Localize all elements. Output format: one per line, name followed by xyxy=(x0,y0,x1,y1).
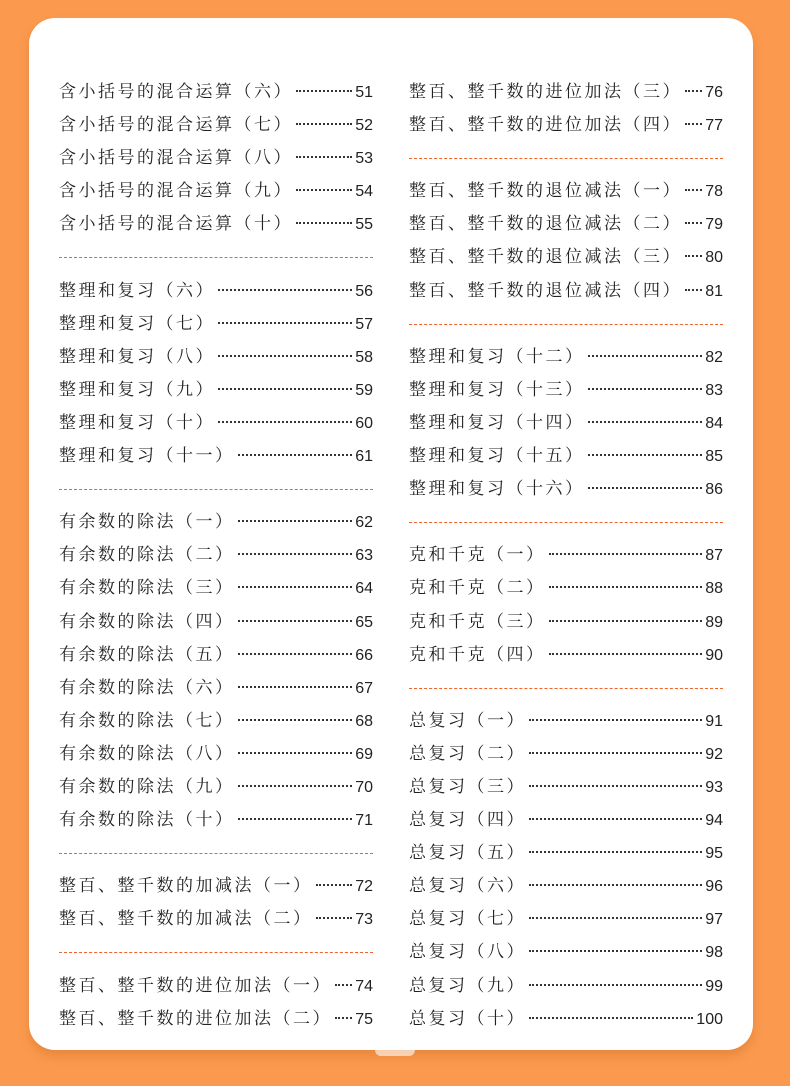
toc-entry-title: 有余数的除法（七） xyxy=(59,710,235,731)
toc-entry[interactable] xyxy=(59,76,373,109)
toc-entry-title: 整百、整千数的退位减法（一） xyxy=(409,181,682,202)
dot-leader xyxy=(529,949,702,952)
dot-leader xyxy=(238,751,353,754)
dot-leader xyxy=(296,89,352,92)
toc-entry[interactable] xyxy=(59,407,373,440)
toc-entry-page: 100 xyxy=(696,1010,723,1028)
toc-entry[interactable] xyxy=(59,672,373,705)
toc-entry-page: 60 xyxy=(355,414,373,432)
toc-entry-title: 整百、整千数的进位加法（一） xyxy=(59,975,332,996)
toc-entry[interactable] xyxy=(409,76,723,109)
section-separator xyxy=(409,506,723,539)
toc-entry-title: 总复习（二） xyxy=(409,743,526,764)
toc-entry-title: 整理和复习（十四） xyxy=(409,412,585,433)
toc-entry-page: 88 xyxy=(705,580,723,598)
toc-entry-page: 73 xyxy=(355,911,373,929)
toc-entry[interactable] xyxy=(59,374,373,407)
toc-entry-title: 整理和复习（十五） xyxy=(409,446,585,467)
toc-entry-page: 64 xyxy=(355,580,373,598)
dot-leader xyxy=(296,122,352,125)
toc-entry[interactable] xyxy=(409,275,723,308)
dot-leader xyxy=(685,221,702,224)
dot-leader xyxy=(685,89,702,92)
toc-entry-title: 总复习（三） xyxy=(409,776,526,797)
dot-leader xyxy=(238,652,353,655)
section-separator xyxy=(409,142,723,175)
dot-leader xyxy=(529,916,702,919)
toc-entry-title: 整百、整千数的加减法（一） xyxy=(59,876,313,897)
toc-entry[interactable] xyxy=(409,639,723,672)
toc-entry-title: 整理和复习（十六） xyxy=(409,479,585,500)
toc-entry-title: 总复习（八） xyxy=(409,942,526,963)
toc-entry-title: 总复习（一） xyxy=(409,710,526,731)
toc-entry[interactable] xyxy=(59,804,373,837)
toc-entry[interactable] xyxy=(409,175,723,208)
toc-entry-page: 74 xyxy=(355,977,373,995)
toc-entry[interactable] xyxy=(409,970,723,1003)
toc-entry-page: 72 xyxy=(355,878,373,896)
toc-entry[interactable] xyxy=(409,771,723,804)
dot-leader xyxy=(238,453,353,456)
toc-entry-page: 95 xyxy=(705,845,723,863)
dot-leader xyxy=(529,718,702,721)
toc-entry[interactable] xyxy=(409,903,723,936)
toc-entry[interactable] xyxy=(409,440,723,473)
dot-leader xyxy=(316,883,353,886)
toc-entry[interactable] xyxy=(409,241,723,274)
dot-leader xyxy=(238,585,353,588)
toc-entry-title: 总复习（九） xyxy=(409,975,526,996)
toc-entry-title: 有余数的除法（二） xyxy=(59,545,235,566)
toc-entry-title: 有余数的除法（八） xyxy=(59,743,235,764)
toc-entry-title: 有余数的除法（九） xyxy=(59,776,235,797)
toc-entry-title: 整百、整千数的退位减法（三） xyxy=(409,247,682,268)
toc-entry-page: 84 xyxy=(705,414,723,432)
toc-entry-title: 有余数的除法（五） xyxy=(59,644,235,665)
toc-entry[interactable] xyxy=(59,175,373,208)
toc-entry[interactable] xyxy=(59,903,373,936)
toc-entry-page: 68 xyxy=(355,712,373,730)
toc-entry-page: 90 xyxy=(705,646,723,664)
toc-entry-title: 总复习（六） xyxy=(409,876,526,897)
dot-leader xyxy=(549,585,703,588)
toc-entry[interactable] xyxy=(59,208,373,241)
toc-entry-page: 80 xyxy=(705,249,723,267)
toc-entry-page: 78 xyxy=(705,183,723,201)
toc-entry-title: 克和千克（四） xyxy=(409,644,546,665)
dot-leader xyxy=(296,155,352,158)
toc-entry-page: 58 xyxy=(355,348,373,366)
toc-entry-page: 52 xyxy=(355,117,373,135)
toc-entry[interactable] xyxy=(409,374,723,407)
section-separator xyxy=(409,308,723,341)
toc-entry-title: 有余数的除法（四） xyxy=(59,611,235,632)
toc-entry[interactable] xyxy=(59,738,373,771)
dot-leader xyxy=(218,387,352,390)
toc-entry[interactable] xyxy=(59,705,373,738)
dot-leader xyxy=(685,288,702,291)
toc-entry[interactable] xyxy=(409,539,723,572)
dot-leader xyxy=(685,122,702,125)
dot-leader xyxy=(316,916,353,919)
toc-entry-page: 59 xyxy=(355,381,373,399)
dot-leader xyxy=(238,519,353,522)
toc-entry-title: 整理和复习（十二） xyxy=(409,346,585,367)
toc-entry[interactable] xyxy=(409,109,723,142)
toc-card xyxy=(29,18,753,1050)
toc-entry[interactable] xyxy=(59,870,373,903)
toc-entry-page: 97 xyxy=(705,911,723,929)
toc-entry[interactable] xyxy=(59,606,373,639)
toc-entry[interactable] xyxy=(409,208,723,241)
toc-entry[interactable] xyxy=(59,109,373,142)
toc-entry-page: 79 xyxy=(705,216,723,234)
toc-entry-title: 含小括号的混合运算（六） xyxy=(59,82,293,102)
toc-entry-title: 总复习（七） xyxy=(409,909,526,930)
toc-entry-page: 85 xyxy=(705,448,723,466)
toc-entry-title: 整百、整千数的退位减法（二） xyxy=(409,214,682,235)
dot-leader xyxy=(588,486,703,489)
toc-entry[interactable] xyxy=(409,407,723,440)
toc-entry-page: 75 xyxy=(355,1010,373,1028)
dot-leader xyxy=(588,354,703,357)
toc-entry-title: 含小括号的混合运算（八） xyxy=(59,148,293,169)
dot-leader xyxy=(549,552,703,555)
section-separator xyxy=(59,837,373,870)
toc-column-left xyxy=(59,76,373,1036)
toc-entry[interactable] xyxy=(59,970,373,1003)
dot-leader xyxy=(238,552,353,555)
toc-entry[interactable] xyxy=(59,506,373,539)
toc-entry-page: 94 xyxy=(705,812,723,830)
dot-leader xyxy=(218,420,352,423)
toc-entry-title: 整理和复习（八） xyxy=(59,346,215,367)
dot-leader xyxy=(529,784,702,787)
toc-entry[interactable] xyxy=(409,572,723,605)
toc-entry[interactable] xyxy=(59,639,373,672)
toc-entry[interactable] xyxy=(409,870,723,903)
toc-entry-page: 62 xyxy=(355,514,373,532)
section-separator xyxy=(59,241,373,274)
page-tab-decoration xyxy=(375,1044,415,1056)
toc-entry-title: 有余数的除法（十） xyxy=(59,810,235,831)
toc-entry-title: 整理和复习（七） xyxy=(59,313,215,334)
toc-entry[interactable] xyxy=(409,341,723,374)
toc-entry-title: 整百、整千数的退位减法（四） xyxy=(409,280,682,301)
dot-leader xyxy=(685,188,702,191)
toc-entry[interactable] xyxy=(409,804,723,837)
toc-entry[interactable] xyxy=(59,572,373,605)
toc-entry-title: 总复习（五） xyxy=(409,843,526,864)
toc-entry-page: 86 xyxy=(705,481,723,499)
toc-entry[interactable] xyxy=(59,771,373,804)
toc-entry[interactable] xyxy=(59,341,373,374)
dot-leader xyxy=(529,817,702,820)
toc-entry-page: 51 xyxy=(355,84,373,101)
dot-leader xyxy=(335,1016,352,1019)
toc-entry-page: 57 xyxy=(355,315,373,333)
toc-entry[interactable] xyxy=(409,936,723,969)
toc-entry-title: 含小括号的混合运算（七） xyxy=(59,115,293,136)
toc-entry-page: 82 xyxy=(705,348,723,366)
dot-leader xyxy=(218,288,352,291)
toc-entry-title: 整百、整千数的加减法（二） xyxy=(59,909,313,930)
toc-entry[interactable] xyxy=(59,275,373,308)
toc-entry-page: 65 xyxy=(355,613,373,631)
toc-entry-page: 61 xyxy=(355,448,373,466)
section-separator xyxy=(59,473,373,506)
toc-entry-page: 92 xyxy=(705,745,723,763)
toc-entry[interactable] xyxy=(59,142,373,175)
dot-leader xyxy=(238,685,353,688)
dot-leader xyxy=(335,983,352,986)
toc-entry-title: 克和千克（二） xyxy=(409,578,546,599)
toc-entry-title: 整百、整千数的进位加法（二） xyxy=(59,1008,332,1029)
toc-entry-page: 99 xyxy=(705,977,723,995)
dot-leader xyxy=(685,254,702,257)
dot-leader xyxy=(238,718,353,721)
dot-leader xyxy=(296,188,352,191)
dot-leader xyxy=(218,354,352,357)
dot-leader xyxy=(529,983,702,986)
dot-leader xyxy=(549,652,703,655)
toc-entry-page: 56 xyxy=(355,282,373,300)
toc-entry-title: 克和千克（一） xyxy=(409,545,546,566)
section-separator xyxy=(59,936,373,969)
section-separator xyxy=(409,672,723,705)
toc-entry-title: 有余数的除法（三） xyxy=(59,578,235,599)
toc-entry-page: 81 xyxy=(705,282,723,300)
toc-entry-page: 96 xyxy=(705,878,723,896)
dot-leader xyxy=(238,817,353,820)
toc-entry-title: 含小括号的混合运算（十） xyxy=(59,214,293,235)
dot-leader xyxy=(296,221,352,224)
toc-entry[interactable] xyxy=(409,837,723,870)
toc-entry-title: 整理和复习（十一） xyxy=(59,446,235,467)
toc-entry-page: 76 xyxy=(705,84,723,101)
toc-entry[interactable] xyxy=(409,473,723,506)
toc-entry-title: 整理和复习（十） xyxy=(59,412,215,433)
toc-entry-page: 63 xyxy=(355,547,373,565)
toc-entry[interactable] xyxy=(59,539,373,572)
toc-entry-title: 克和千克（三） xyxy=(409,611,546,632)
toc-entry[interactable] xyxy=(59,308,373,341)
toc-entry[interactable] xyxy=(409,705,723,738)
toc-entry[interactable] xyxy=(59,440,373,473)
dot-leader xyxy=(238,784,353,787)
toc-entry-page: 70 xyxy=(355,778,373,796)
dot-leader xyxy=(529,1016,693,1019)
dot-leader xyxy=(238,619,353,622)
toc-entry-page: 87 xyxy=(705,547,723,565)
dot-leader xyxy=(588,453,703,456)
toc-entry-title: 有余数的除法（一） xyxy=(59,512,235,533)
dot-leader xyxy=(588,387,703,390)
toc-column-right xyxy=(409,76,723,1036)
toc-entry-page: 66 xyxy=(355,646,373,664)
toc-entry-title: 整百、整千数的进位加法（三） xyxy=(409,82,682,102)
dot-leader xyxy=(529,883,702,886)
toc-entry-page: 89 xyxy=(705,613,723,631)
toc-entry[interactable] xyxy=(409,738,723,771)
toc-entry[interactable] xyxy=(409,606,723,639)
toc-entry-page: 69 xyxy=(355,745,373,763)
toc-entry-title: 总复习（四） xyxy=(409,810,526,831)
toc-entry[interactable] xyxy=(409,1003,723,1036)
toc-entry-page: 91 xyxy=(705,712,723,730)
toc-entry-page: 77 xyxy=(705,117,723,135)
toc-entry-title: 整理和复习（十三） xyxy=(409,379,585,400)
toc-entry-page: 55 xyxy=(355,216,373,234)
toc-entry-page: 71 xyxy=(355,812,373,830)
toc-entry-title: 含小括号的混合运算（九） xyxy=(59,181,293,202)
toc-entry-page: 93 xyxy=(705,778,723,796)
dot-leader xyxy=(218,321,352,324)
dot-leader xyxy=(529,850,702,853)
toc-entry-page: 83 xyxy=(705,381,723,399)
dot-leader xyxy=(588,420,703,423)
toc-entry-title: 整理和复习（六） xyxy=(59,280,215,301)
toc-entry-page: 67 xyxy=(355,679,373,697)
dot-leader xyxy=(549,619,703,622)
toc-entry-page: 53 xyxy=(355,150,373,168)
toc-entry[interactable] xyxy=(59,1003,373,1036)
dot-leader xyxy=(529,751,702,754)
toc-entry-title: 整百、整千数的进位加法（四） xyxy=(409,115,682,136)
toc-entry-page: 98 xyxy=(705,944,723,962)
toc-entry-page: 54 xyxy=(355,183,373,201)
toc-entry-title: 整理和复习（九） xyxy=(59,379,215,400)
toc-entry-title: 总复习（十） xyxy=(409,1008,526,1029)
toc-entry-title: 有余数的除法（六） xyxy=(59,677,235,698)
